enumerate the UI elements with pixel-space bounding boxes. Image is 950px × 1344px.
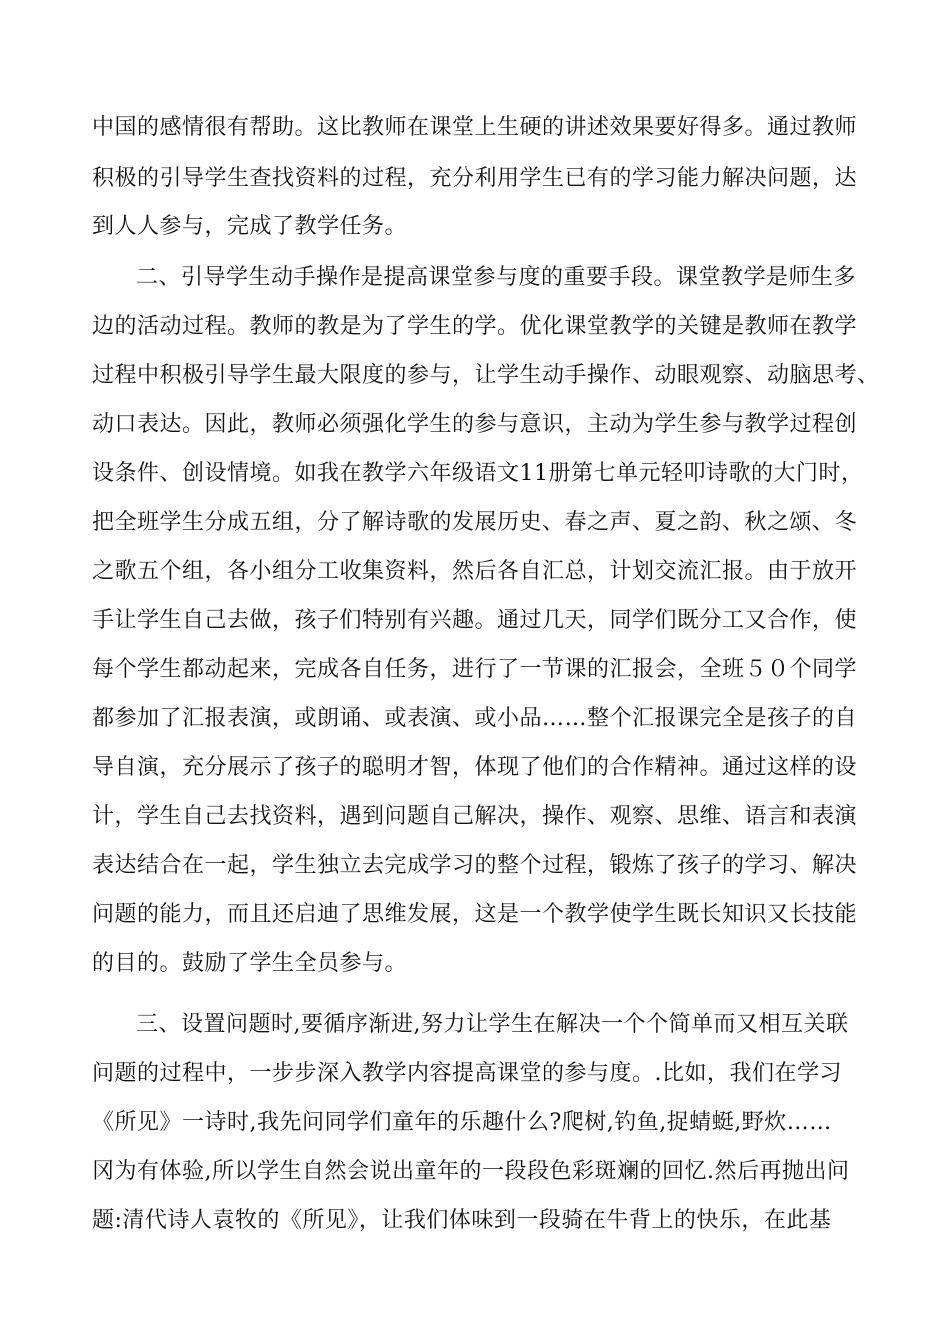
text-line-3: 到人人参与，完成了教学任务。: [92, 214, 408, 239]
text-line-6: 过程中积极引导学生最大限度的参与，让学生动手操作、动眼观察、动脑思考、: [92, 363, 880, 388]
text-line-15: 计，学生自己去找资料，遇到问题自己解决，操作、观察、思维、语言和表演: [92, 804, 858, 829]
text-line-21: 《所见》一诗时,我先问同学们童年的乐趣什么?爬树,钓鱼,捉蜻蜓,野炊……: [92, 1110, 832, 1135]
text-line-9: 把全班学生分成五组，分了解诗歌的发展历史、春之声、夏之韵、秋之颂、冬: [92, 510, 858, 535]
paragraph-2-first-line: 二、引导学生动手操作是提高课堂参与度的重要手段。课堂教学是师生多: [136, 265, 857, 290]
text-line-20: 问题的过程中，一步步深入教学内容提高课堂的参与度。.比如，我们在学习: [92, 1061, 842, 1086]
text-line-22: 冈为有体验,所以学生自然会说出童年的一段段色彩斑斓的回忆.然后再抛出问: [92, 1159, 850, 1184]
text-line-16: 表达结合在一起，学生独立去完成学习的整个过程，锻炼了孩子的学习、解决: [92, 853, 858, 878]
text-line-23: 题:清代诗人袁牧的《所见》，让我们体味到一段骑在牛背上的快乐，在此基: [92, 1208, 832, 1233]
text-line-11: 手让学生自己去做，孩子们特别有兴趣。通过几天，同学们既分工又合作，使: [92, 608, 858, 633]
text-line-7: 动口表达。因此，教师必须强化学生的参与意识，主动为学生参与教学过程创: [92, 412, 858, 437]
paragraph-3-first-line: 三、设置问题时,要循序渐进,努力让学生在解决一个个简单而又相互关联: [136, 1012, 849, 1037]
text-line-17: 问题的能力，而且还启迪了思维发展，这是一个教学使学生既长知识又长技能: [92, 902, 858, 927]
text-line-5: 边的活动过程。教师的教是为了学生的学。优化课堂教学的关键是教师在教学: [92, 314, 858, 339]
text-line-18: 的目的。鼓励了学生全员参与。: [92, 951, 408, 976]
text-line-8: 设条件、创设情境。如我在教学六年级语文11册第七单元轻叩诗歌的大门时，: [92, 461, 864, 486]
text-line-12: 每个学生都动起来，完成各自任务，进行了一节课的汇报会，全班５０个同学: [92, 657, 858, 682]
text-line-1: 中国的感情很有帮助。这比教师在课堂上生硬的讲述效果要好得多。通过教师: [92, 115, 858, 140]
text-line-14: 导自演，充分展示了孩子的聪明才智，体现了他们的合作精神。通过这样的设: [92, 755, 858, 780]
text-line-2: 积极的引导学生查找资料的过程，充分利用学生已有的学习能力解决问题，达: [92, 166, 858, 191]
text-line-10: 之歌五个组，各小组分工收集资料，然后各自汇总，计划交流汇报。由于放开: [92, 559, 858, 584]
text-line-13: 都参加了汇报表演，或朗诵、或表演、或小品……整个汇报课完全是孩子的自: [92, 706, 858, 731]
